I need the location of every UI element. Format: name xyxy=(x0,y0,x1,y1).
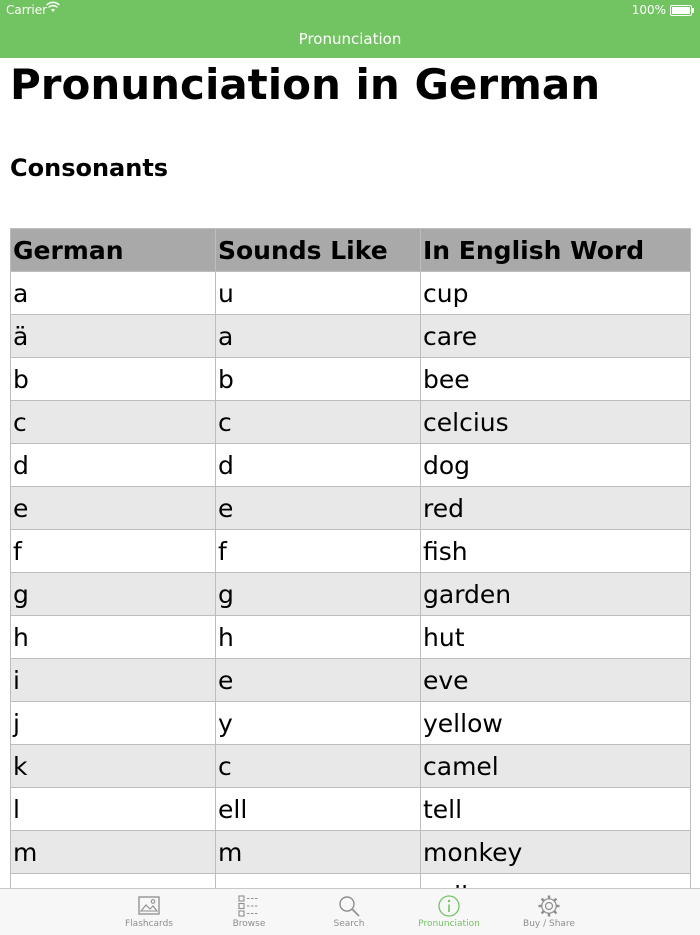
table-row xyxy=(11,272,691,315)
gear-icon xyxy=(537,894,561,918)
german-cell: j xyxy=(11,702,216,745)
tab-buy-share[interactable] xyxy=(499,889,599,935)
page-title: Pronunciation in German xyxy=(10,60,601,109)
german-cell: k xyxy=(11,745,216,788)
wifi-icon xyxy=(46,2,60,16)
sounds-like-cell: h xyxy=(216,616,421,659)
tab-search[interactable] xyxy=(299,889,399,935)
sounds-like-cell: b xyxy=(216,358,421,401)
sounds-like-cell: d xyxy=(216,444,421,487)
sounds-like-cell: g xyxy=(216,573,421,616)
english-word-cell: fish xyxy=(421,530,691,573)
german-cell: g xyxy=(11,573,216,616)
tab-flashcards[interactable] xyxy=(99,889,199,935)
table-row xyxy=(11,315,691,358)
sounds-like-cell: e xyxy=(216,487,421,530)
sounds-like-cell: y xyxy=(216,702,421,745)
nav-bar xyxy=(0,0,700,58)
german-cell: m xyxy=(11,831,216,874)
tab-label: Search xyxy=(333,919,365,929)
english-word-cell: celcius xyxy=(421,401,691,444)
table-row xyxy=(11,831,691,874)
web-content[interactable] xyxy=(0,58,700,888)
table-row xyxy=(11,401,691,444)
tab-browse[interactable] xyxy=(199,889,299,935)
table-header-row xyxy=(11,229,691,272)
pronunciation-table xyxy=(10,228,691,917)
table-row xyxy=(11,745,691,788)
sounds-like-cell: u xyxy=(216,272,421,315)
tab-label: Pronunciation xyxy=(418,919,480,929)
table-row xyxy=(11,616,691,659)
table-row xyxy=(11,702,691,745)
german-cell: i xyxy=(11,659,216,702)
table-row xyxy=(11,358,691,401)
tab-pronunciation[interactable] xyxy=(399,889,499,935)
column-header-english-word: In English Word xyxy=(421,229,691,272)
sounds-like-cell: f xyxy=(216,530,421,573)
battery-percent: 100% xyxy=(631,3,666,17)
table-row xyxy=(11,573,691,616)
english-word-cell: monkey xyxy=(421,831,691,874)
english-word-cell: cup xyxy=(421,272,691,315)
sounds-like-cell: e xyxy=(216,659,421,702)
english-word-cell: bee xyxy=(421,358,691,401)
table-row xyxy=(11,530,691,573)
sounds-like-cell: c xyxy=(216,401,421,444)
german-cell: b xyxy=(11,358,216,401)
sounds-like-cell: ell xyxy=(216,788,421,831)
table-row xyxy=(11,788,691,831)
section-title: Consonants xyxy=(10,154,169,182)
list-icon xyxy=(237,894,261,918)
english-word-cell: red xyxy=(421,487,691,530)
status-bar xyxy=(0,0,700,20)
table-row xyxy=(11,659,691,702)
search-icon xyxy=(337,894,361,918)
sounds-like-cell: m xyxy=(216,831,421,874)
table-row xyxy=(11,487,691,530)
english-word-cell: tell xyxy=(421,788,691,831)
sounds-like-cell: c xyxy=(216,745,421,788)
german-cell: a xyxy=(11,272,216,315)
info-icon xyxy=(437,894,461,918)
english-word-cell: care xyxy=(421,315,691,358)
english-word-cell: eve xyxy=(421,659,691,702)
battery-icon xyxy=(670,5,692,16)
german-cell: e xyxy=(11,487,216,530)
tab-label: Browse xyxy=(232,919,266,929)
english-word-cell: garden xyxy=(421,573,691,616)
german-cell: f xyxy=(11,530,216,573)
german-cell: c xyxy=(11,401,216,444)
column-header-sounds-like: Sounds Like xyxy=(216,229,421,272)
sounds-like-cell: a xyxy=(216,315,421,358)
english-word-cell: camel xyxy=(421,745,691,788)
german-cell: d xyxy=(11,444,216,487)
tab-label: Flashcards xyxy=(125,919,173,929)
german-cell: ä xyxy=(11,315,216,358)
image-icon xyxy=(137,894,161,918)
english-word-cell: dog xyxy=(421,444,691,487)
english-word-cell: hut xyxy=(421,616,691,659)
german-cell: h xyxy=(11,616,216,659)
tab-label: Buy / Share xyxy=(523,919,575,929)
tab-bar xyxy=(0,888,700,935)
german-cell: l xyxy=(11,788,216,831)
column-header-german: German xyxy=(11,229,216,272)
table-row xyxy=(11,444,691,487)
carrier-label: Carrier xyxy=(6,3,48,17)
nav-title: Pronunciation xyxy=(298,30,402,48)
english-word-cell: yellow xyxy=(421,702,691,745)
